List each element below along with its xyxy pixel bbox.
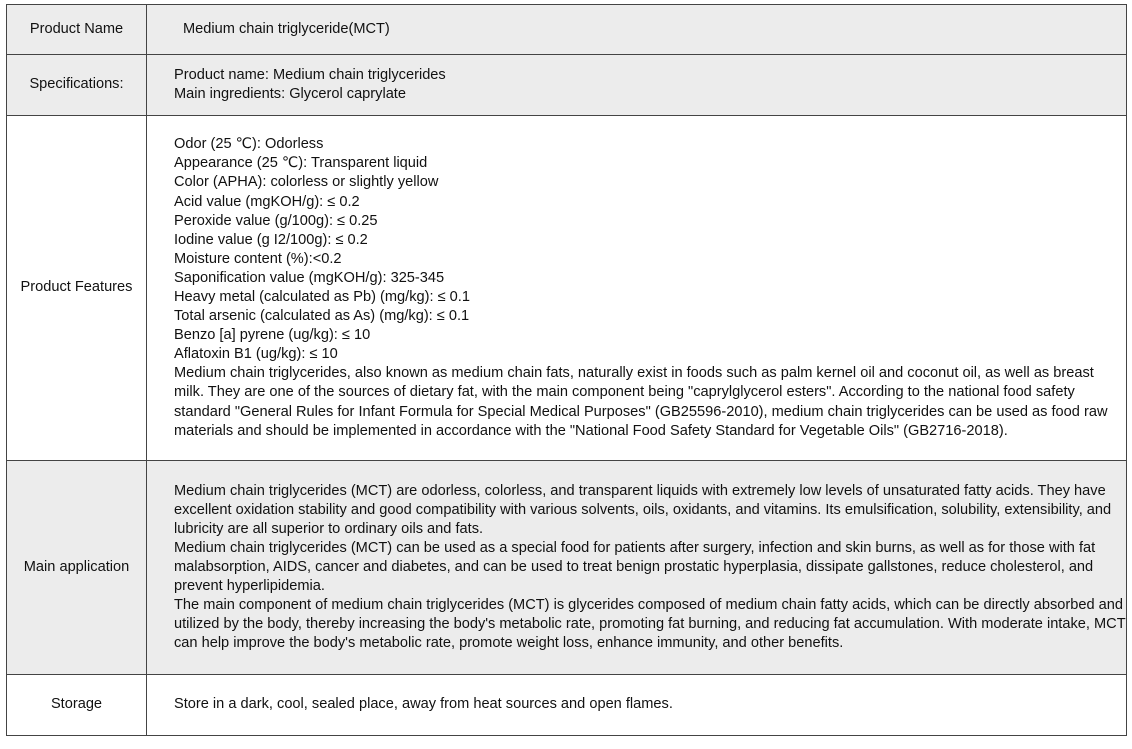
table-row-product-name	[7, 5, 1127, 55]
feature-line: Iodine value (g I2/100g): ≤ 0.2	[174, 231, 368, 248]
product-name-label: Product Name	[7, 5, 147, 55]
main-application-label: Main application	[7, 461, 147, 675]
application-paragraph: Medium chain triglycerides (MCT) are odorless, colorless, and transparent liquids with extremely low levels of unsaturated fatty acids. They have excellent oxidation stability and good compatibility with various solvents, oils, oxidants, and vitamins. Its emulsification, solubility, extensibility, and lubricity are all superior to ordinary oils and fats.	[174, 482, 1112, 537]
product-name-value: Medium chain triglyceride(MCT)	[147, 5, 1127, 55]
spec-line: Product name: Medium chain triglycerides	[174, 66, 446, 83]
feature-line: Appearance (25 ℃): Transparent liquid	[174, 155, 428, 172]
feature-line: Odor (25 ℃): Odorless	[174, 136, 324, 153]
feature-line: Benzo [a] pyrene (ug/kg): ≤ 10	[174, 327, 371, 344]
specifications-label: Specifications:	[7, 55, 147, 116]
table-row-product-features	[7, 116, 1127, 461]
feature-line: Heavy metal (calculated as Pb) (mg/kg): ≤ 0.1	[174, 289, 470, 305]
feature-line: Saponification value (mgKOH/g): 325-345	[174, 269, 445, 286]
feature-line: Moisture content (%):<0.2	[174, 250, 342, 267]
table-row-storage	[7, 675, 1127, 736]
feature-line: Acid value (mgKOH/g): ≤ 0.2	[174, 193, 360, 210]
table-row-main-application	[7, 461, 1127, 675]
product-spec-table	[6, 4, 1127, 736]
application-paragraph: The main component of medium chain triglycerides (MCT) is glycerides composed of medium chain fatty acids, which can be directly absorbed and utilized by the body, thereby increasing the body's metabolic rate, promoting fat burning, and reducing fat accumulation. With moderate intake, MCT can help improve the body's metabolic rate, promote weight loss, enhance immunity, and other benefits.	[174, 597, 1126, 652]
features-paragraph: Medium chain triglycerides, also known as medium chain fats, naturally exist in foods such as palm kernel oil and coconut oil, as well as breast milk. They are one of the sources of dietary fat, with the main component being "caprylglycerol esters". According to the national food safety standard "General Rules for Infant Formula for Special Medical Purposes" (GB25596-2010), medium chain triglycerides can be used as food raw materials and should be implemented in accordance with the "National Food Safety Standard for Vegetable Oils" (GB2716-2018).	[174, 365, 1108, 439]
specifications-value	[147, 55, 1127, 116]
feature-line: Peroxide value (g/100g): ≤ 0.25	[174, 212, 378, 229]
feature-line: Aflatoxin B1 (ug/kg): ≤ 10	[174, 346, 338, 363]
feature-line: Color (APHA): colorless or slightly yellow	[174, 174, 439, 191]
product-features-value	[147, 116, 1127, 461]
spec-line: Main ingredients: Glycerol caprylate	[174, 86, 406, 102]
feature-line: Total arsenic (calculated as As) (mg/kg): ≤ 0.1	[174, 308, 470, 325]
storage-label: Storage	[7, 675, 147, 736]
table-row-specifications	[7, 55, 1127, 116]
main-application-value	[147, 461, 1127, 675]
product-features-label: Product Features	[7, 116, 147, 461]
application-paragraph: Medium chain triglycerides (MCT) can be used as a special food for patients after surgery, infection and skin burns, as well as for those with fat malabsorption, AIDS, cancer and diabetes, and can be used to treat benign prostatic hyperplasia, dissipate gallstones, reduce cholesterol, and prevent hyperlipidemia.	[174, 539, 1096, 595]
storage-value: Store in a dark, cool, sealed place, away from heat sources and open flames.	[147, 675, 1127, 736]
